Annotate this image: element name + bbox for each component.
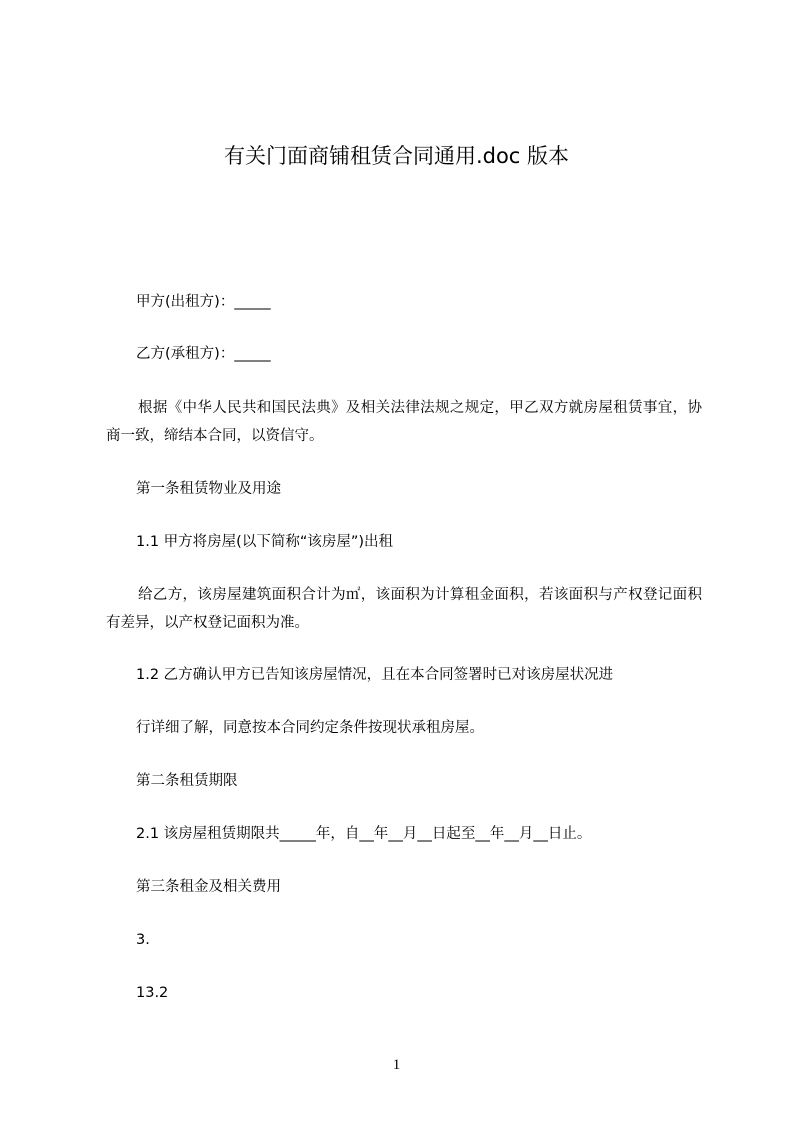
- clause-1-1: 1.1 甲方将房屋(以下简称“该房屋”)出租: [136, 534, 394, 550]
- page-number: 1: [392, 1057, 401, 1073]
- clause-3: 3.: [136, 932, 150, 948]
- article-two-heading: 第二条租赁期限: [136, 773, 238, 789]
- article-three-heading: 第三条租金及相关费用: [136, 879, 281, 895]
- party-a-line: 甲方(出租方)：_____: [136, 294, 271, 310]
- clause-2-1: 2.1 该房屋租赁期限共_____年，自__年__月__日起至__年__月__日止。: [136, 826, 592, 842]
- document-title: 有关门面商铺租赁合同通用.doc 版本: [223, 144, 570, 168]
- clause-1-1-continued: 给乙方，该房屋建筑面积合计为㎡，该面积为计算租金面积，若该面积与产权登记面积有差异，以产权登记面积为准。: [106, 587, 702, 631]
- clause-1-2-continued: 行详细了解，同意按本合同约定条件按现状承租房屋。: [136, 720, 484, 736]
- clause-13-2: 13.2: [136, 985, 169, 1001]
- preamble-paragraph: 根据《中华人民共和国民法典》及相关法律法规之规定，甲乙双方就房屋租赁事宜，协商一致，缔结本合同，以资信守。: [106, 400, 702, 444]
- clause-1-2: 1.2 乙方确认甲方已告知该房屋情况，且在本合同签署时已对该房屋状况进: [136, 667, 614, 683]
- party-b-line: 乙方(承租方)：_____: [136, 346, 271, 362]
- article-one-heading: 第一条租赁物业及用途: [136, 481, 281, 497]
